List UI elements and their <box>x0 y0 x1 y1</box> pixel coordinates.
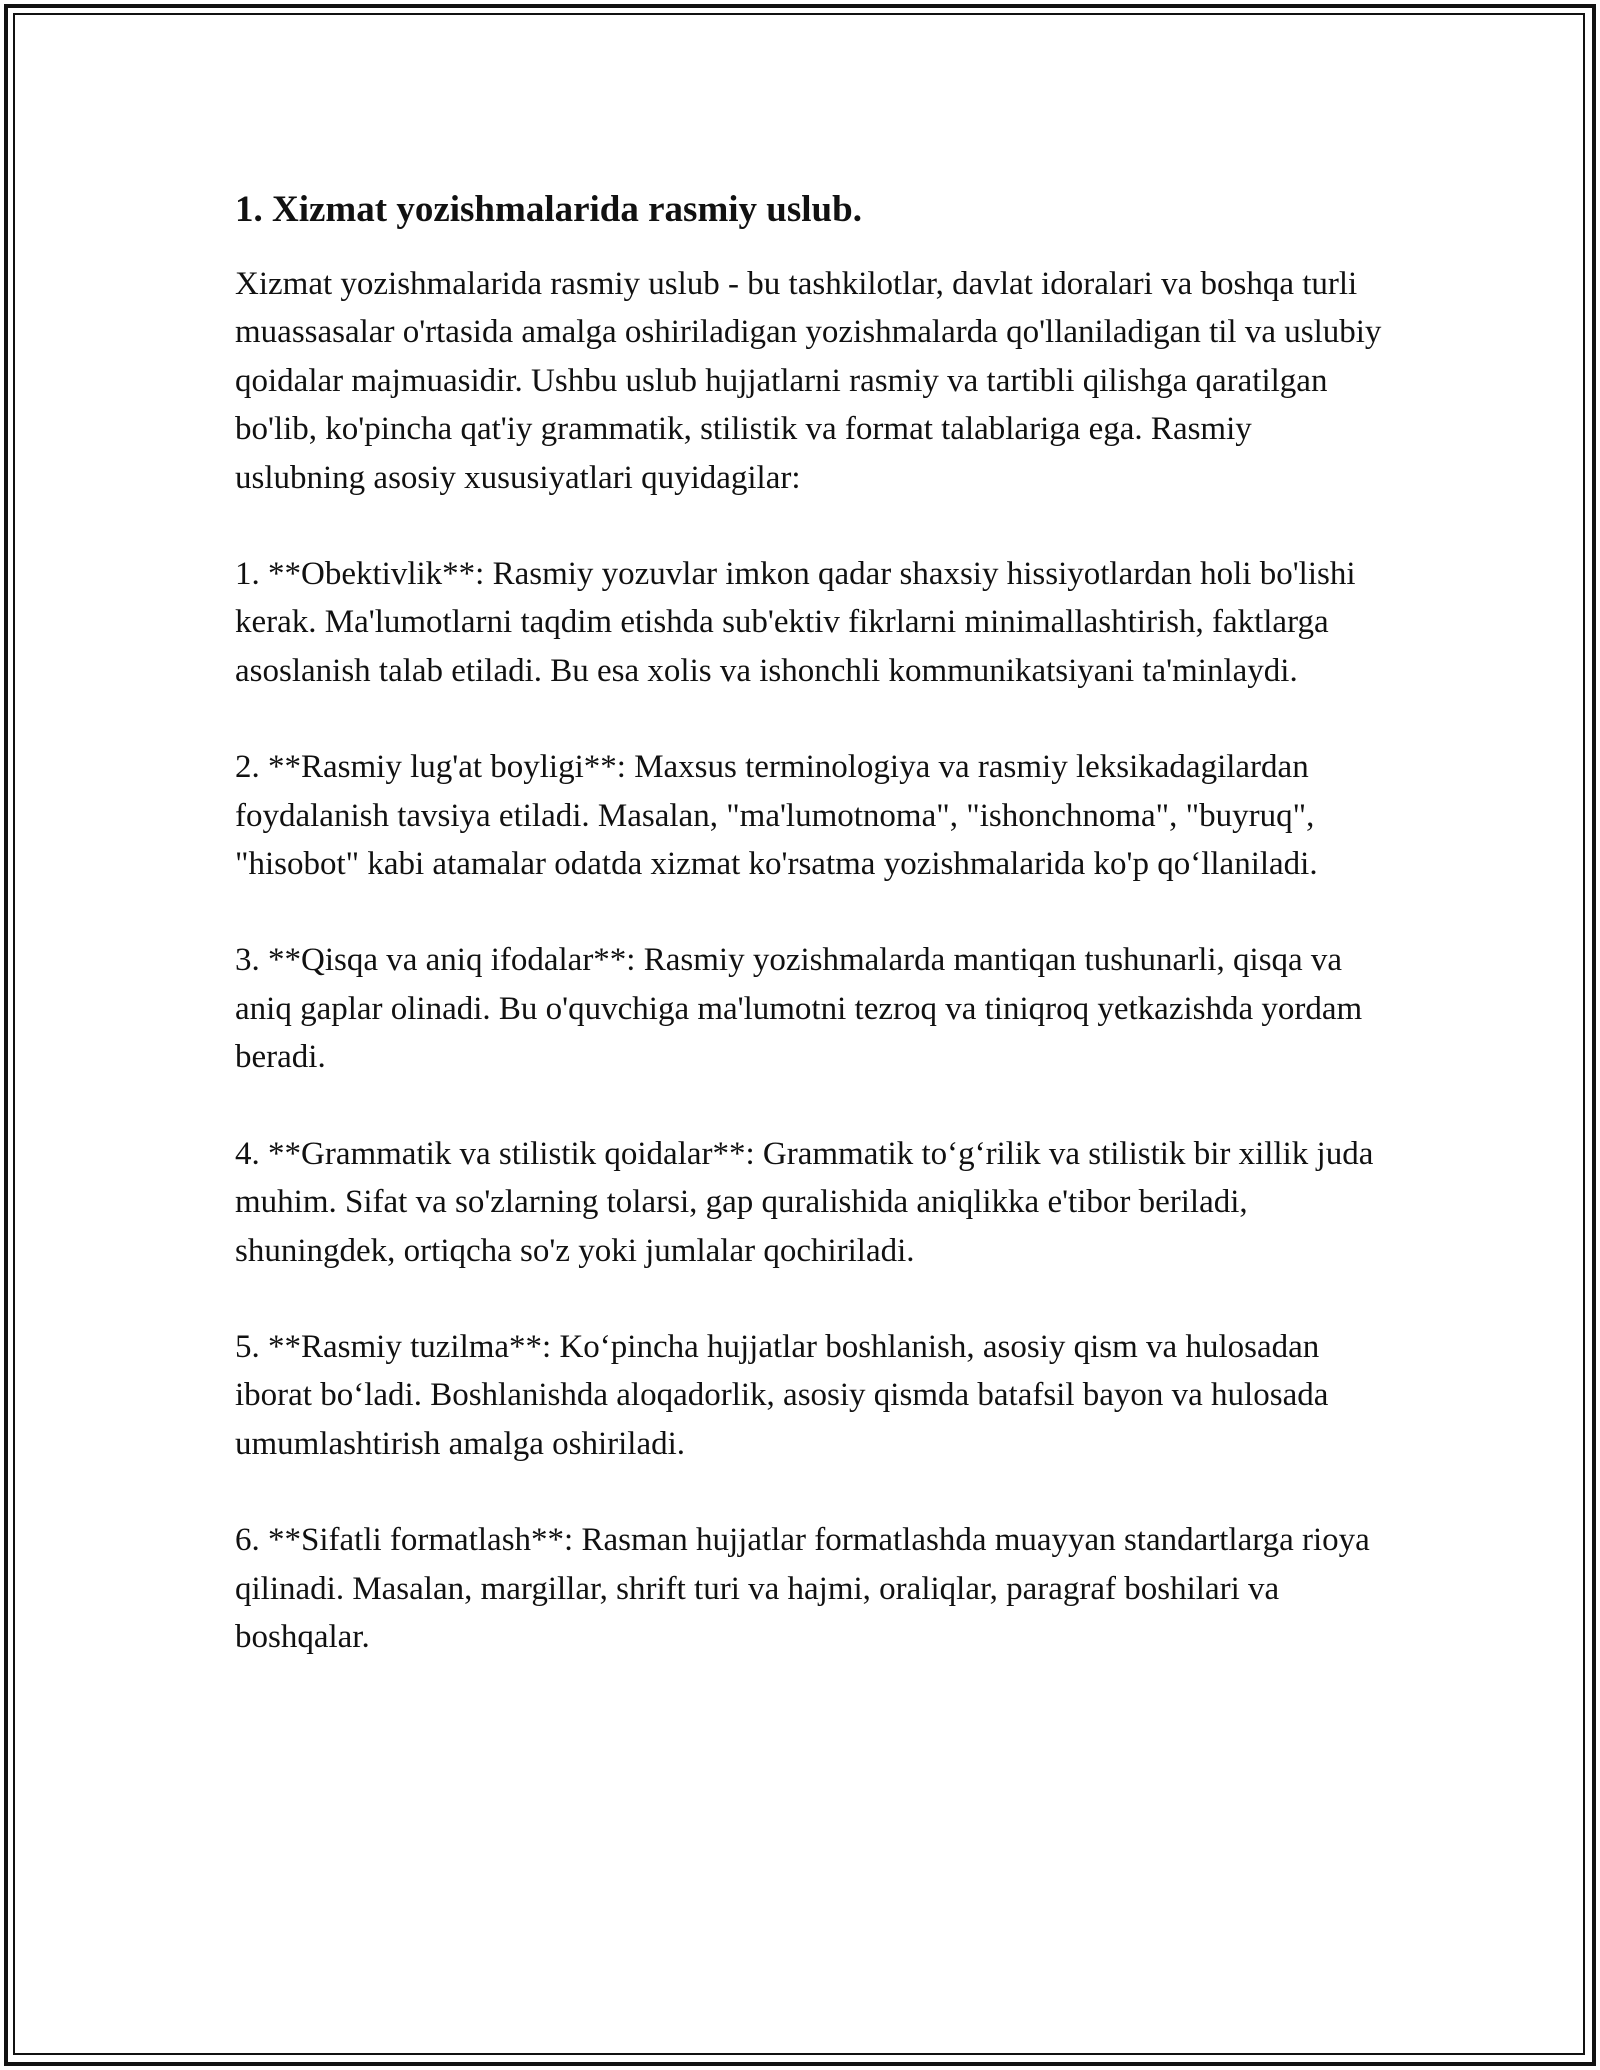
item-concise-paragraph: 3. **Qisqa va aniq ifodalar**: Rasmiy yozishmalarda mantiqan tushunarli, qisqa va aniq gaplar olinadi. Bu o'quvchiga ma'lumotni tezroq va tiniqroq yetkazishda yordam beradi. <box>235 942 1363 1076</box>
item-vocabulary-paragraph: 2. **Rasmiy lug'at boyligi**: Maxsus terminologiya va rasmiy leksikadagilardan foydalanish tavsiya etiladi. Masalan, "ma'lumotnoma", "ishonchnoma", "buyruq", "hisobot" kabi atamalar odatda xizmat ko'rsatma yozishmalarida ko'p qo‘llaniladi. <box>235 749 1318 883</box>
section-heading: 1. Xizmat yozishmalarida rasmiy uslub. <box>235 189 862 230</box>
document-body <box>235 186 1385 1709</box>
item-structure-paragraph: 5. **Rasmiy tuzilma**: Ko‘pincha hujjatlar boshlanish, asosiy qism va hulosadan iborat bo‘ladi. Boshlanishda aloqadorlik, asosiy qismda batafsil bayon va hulosada umumlashtirish amalga oshiriladi. <box>235 1328 1329 1462</box>
intro-paragraph: Xizmat yozishmalarida rasmiy uslub - bu tashkilotlar, davlat idoralari va boshqa turli muassasalar o'rtasida amalga oshiriladigan yozishmalarda qo'llaniladigan til va uslubiy qoidalar majmuasidir. Ushbu uslub hujjatlarni rasmiy va tartibli qilishga qaratilgan bo'lib, ko'pincha qat'iy grammatik, stilistik va format talablariga ega. Rasmiy uslubning asosiy xususiyatlari quyidagilar: <box>235 266 1382 496</box>
item-grammar-paragraph: 4. **Grammatik va stilistik qoidalar**: Grammatik to‘g‘rilik va stilistik bir xillik juda muhim. Sifat va so'zlarning tolarsi, gap quralishida aniqlikka e'tibor beriladi, shuningdek, ortiqcha so'z yoki jumlalar qochiriladi. <box>235 1135 1374 1269</box>
item-formatting-paragraph: 6. **Sifatli formatlash**: Rasman hujjatlar formatlashda muayyan standartlarga rioya qilinadi. Masalan, margillar, shrift turi va hajmi, oraliqlar, paragraf boshilari va boshqalar. <box>235 1522 1370 1655</box>
item-objectivity-paragraph: 1. **Obektivlik**: Rasmiy yozuvlar imkon qadar shaxsiy hissiyotlardan holi bo'lishi kerak. Ma'lumotlarni taqdim etishda sub'ektiv fikrlarni minimallashtirish, faktlarga asoslanish talab etiladi. Bu esa xolis va ishonchli kommunikatsiyani ta'minlaydi. <box>235 556 1356 689</box>
